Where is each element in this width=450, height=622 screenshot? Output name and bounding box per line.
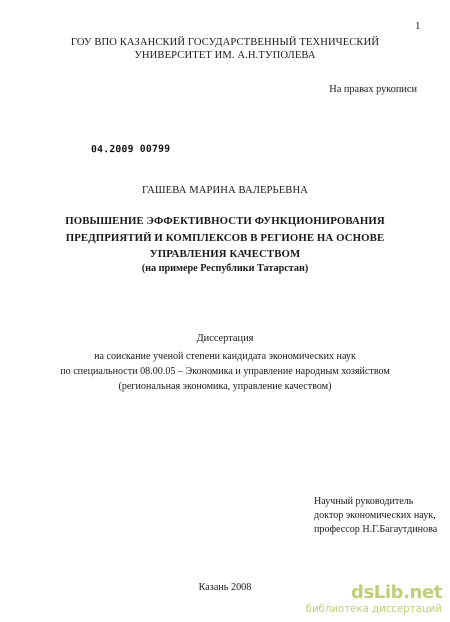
watermark-logo: dsLib.net xyxy=(351,582,442,603)
degree-line: по специальности 08.00.05 – Экономика и управление народным хозяйством xyxy=(60,366,390,377)
degree-info xyxy=(0,349,450,394)
document-type: Диссертация xyxy=(196,333,254,344)
title-line: УПРАВЛЕНИЯ КАЧЕСТВОМ xyxy=(149,248,301,260)
library-stamp: 04.2009 00799 xyxy=(90,143,171,156)
dissertation-subtitle: (на примере Республики Татарстан) xyxy=(141,263,309,274)
supervisor-line: профессор Н.Г.Багаутдинова xyxy=(314,523,438,535)
city-year: Казань 2008 xyxy=(198,582,252,593)
university-line: ГОУ ВПО КАЗАНСКИЙ ГОСУДАРСТВЕННЫЙ ТЕХНИЧЕСКИЙ xyxy=(70,37,380,48)
dslib-watermark xyxy=(306,584,442,616)
title-line: ПРЕДПРИЯТИЙ И КОМПЛЕКСОВ В РЕГИОНЕ НА ОСНОВЕ xyxy=(65,231,385,244)
page-number: 1 xyxy=(415,20,421,32)
degree-line: на соискание ученой степени кандидата экономических наук xyxy=(94,351,356,362)
supervisor-line: Научный руководитель xyxy=(314,496,414,507)
author-name: ГАШЕВА МАРИНА ВАЛЕРЬЕВНА xyxy=(142,185,308,196)
title-line: ПОВЫШЕНИЕ ЭФФЕКТИВНОСТИ ФУНКЦИОНИРОВАНИЯ xyxy=(65,215,385,227)
rights-notice: На правах рукописи xyxy=(329,84,417,95)
university-name xyxy=(0,36,450,62)
dissertation-title xyxy=(0,213,450,263)
university-line: УНИВЕРСИТЕТ ИМ. А.Н.ТУПОЛЕВА xyxy=(134,50,316,61)
supervisor-info xyxy=(314,495,437,536)
watermark-tagline: библиотека диссертаций xyxy=(305,604,442,615)
supervisor-line: доктор экономических наук, xyxy=(314,509,436,521)
degree-line: (региональная экономика, управление качеством) xyxy=(118,381,332,392)
